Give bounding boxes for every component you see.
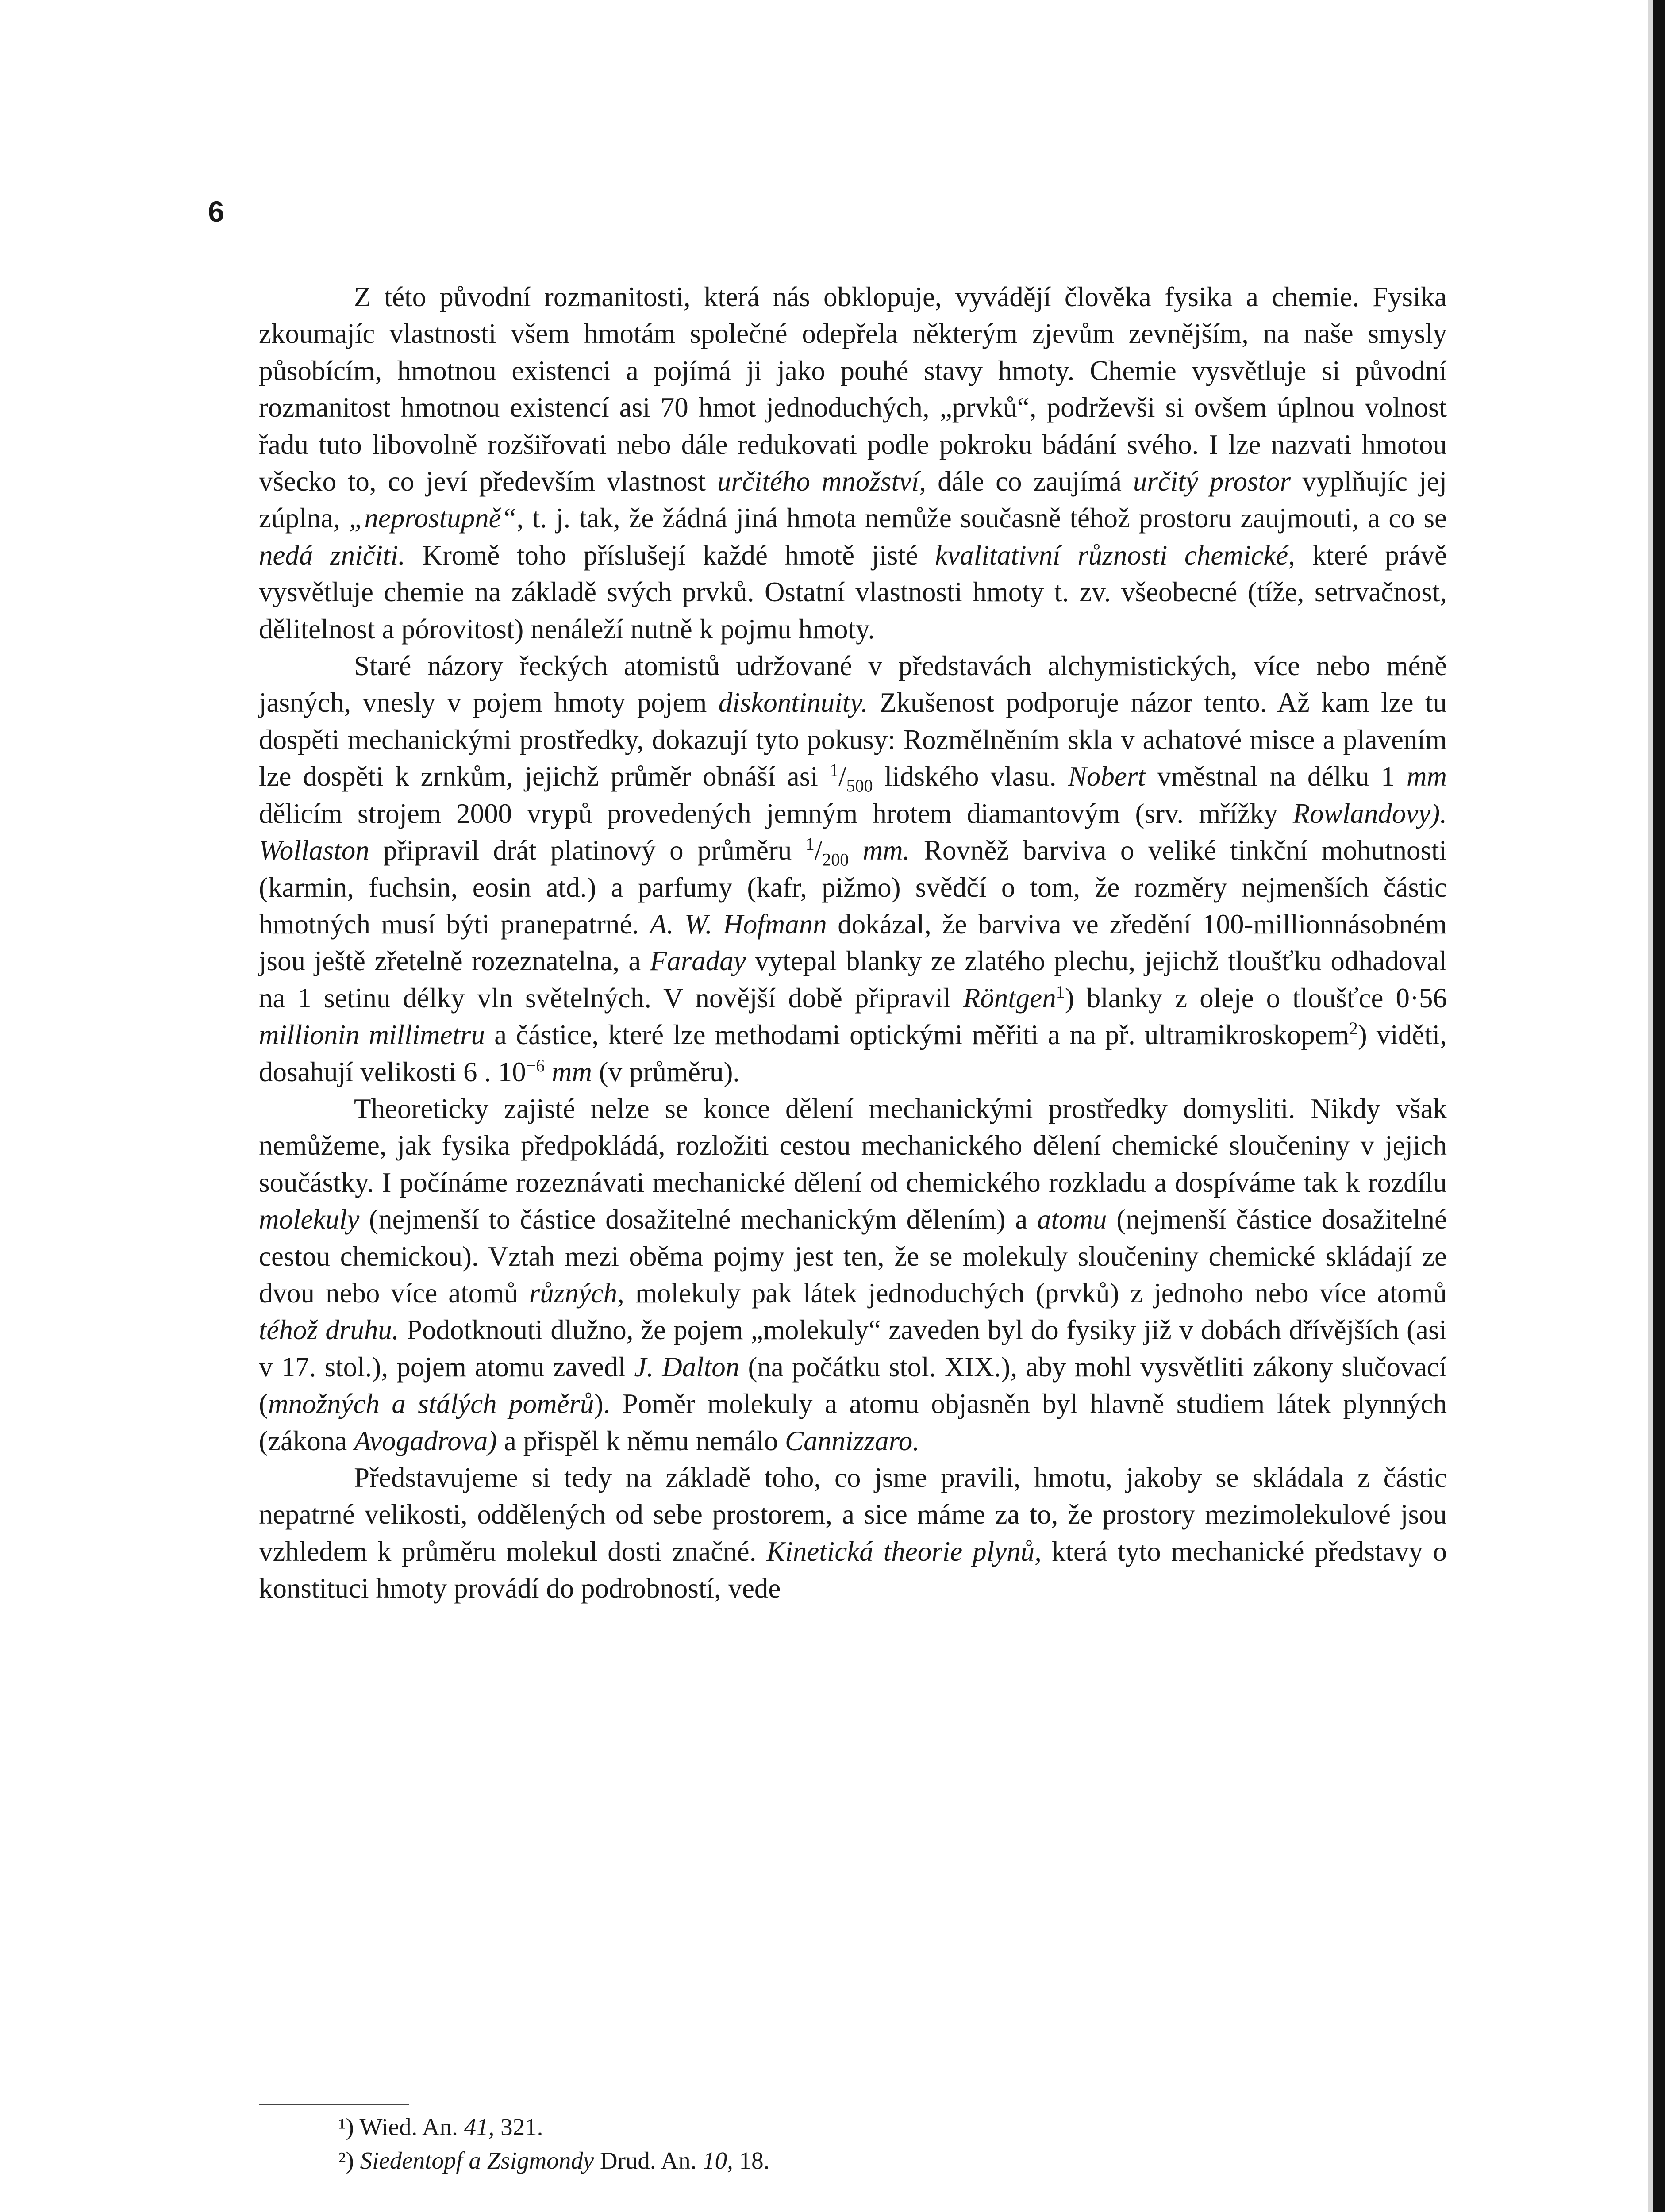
page-edge bbox=[1653, 0, 1665, 2212]
page-edge-shadow bbox=[1648, 0, 1653, 2212]
subscript-run: 200 bbox=[822, 849, 849, 870]
text-run: vměstnal na délku 1 bbox=[1145, 761, 1407, 792]
text-run: Drud. An. bbox=[594, 2147, 703, 2174]
italic-run: Kinetická theorie plynů, bbox=[766, 1536, 1042, 1567]
text-run: a přispěl k němu nemálo bbox=[497, 1425, 785, 1456]
text-run: vytepal blanky ze zlatého plechu, jejichž tloušťku odhadoval na 1 setinu délky vln světelných. V novější době připravil bbox=[259, 945, 1447, 1014]
text-run bbox=[545, 1056, 552, 1087]
italic-run: mm. bbox=[862, 835, 910, 866]
italic-run: Avogadrova) bbox=[354, 1425, 497, 1456]
italic-run: mm bbox=[1407, 761, 1447, 792]
text-run: ). Poměr molekuly a atomu objasněn byl hlavně studiem látek plynných (zákona bbox=[259, 1388, 1447, 1456]
text-run: / bbox=[814, 835, 823, 866]
italic-run: určitý prostor bbox=[1133, 466, 1291, 497]
text-run: Theoreticky zajisté nelze se konce dělení mechanickými prostředky domysliti. Nikdy však nemůžeme, jak fysika předpokládá, rozložiti cestou mechanického dělení chemické sloučeniny v jejich součástky. I počínáme rozeznávati mechanické dělení od chemického rozkladu a dospíváme tak k rozdílu bbox=[259, 1093, 1447, 1198]
text-run: (na počátku stol. XIX.), aby mohl vysvětliti zákony slučovací ( bbox=[259, 1351, 1447, 1420]
text-run: (v průměru). bbox=[592, 1056, 740, 1087]
superscript-run: 1 bbox=[1056, 981, 1065, 1002]
text-run: Představujeme si tedy na základě toho, co jsme pravili, hmotu, jakoby se skládala z částic nepatrné velikosti, oddělených od sebe prostorem, a sice máme za to, že prostory mezimolekulové jsou vzhledem k průměru molekul dosti značné. bbox=[259, 1462, 1447, 1567]
italic-run: určitého množství, bbox=[717, 466, 927, 497]
paragraph bbox=[259, 1459, 1447, 1607]
text-run: / bbox=[838, 761, 846, 792]
subscript-run: 500 bbox=[846, 776, 873, 796]
text-run: které právě vysvětluje chemie na základě svých prvků. Ostatní vlastnosti hmoty t. zv. všeobecné (tíže, setrvačnost, dělitelnost a pórovitost) nenáleží nutně k pojmu hmoty. bbox=[259, 539, 1447, 645]
superscript-run: 1 bbox=[830, 760, 839, 780]
footnote bbox=[338, 2110, 1312, 2144]
italic-run: molekuly bbox=[259, 1204, 360, 1235]
footnotes bbox=[338, 2110, 1312, 2177]
text-run: lidského vlasu. bbox=[873, 761, 1068, 792]
italic-run: různých, bbox=[529, 1277, 624, 1309]
page-number: 6 bbox=[208, 195, 224, 228]
paragraph bbox=[259, 279, 1447, 648]
italic-run: J. Dalton bbox=[634, 1351, 740, 1382]
superscript-run: 1 bbox=[805, 834, 815, 854]
body-text bbox=[259, 279, 1447, 1607]
text-run: Kromě toho příslušejí každé hmotě jisté bbox=[405, 539, 935, 571]
italic-run: množných a stálých poměrů bbox=[268, 1388, 594, 1420]
italic-run: Röntgen bbox=[963, 982, 1056, 1014]
italic-run: atomu bbox=[1037, 1204, 1107, 1235]
superscript-run: −6 bbox=[526, 1055, 545, 1075]
text-run: Zkušenost podporuje názor tento. Až kam lze tu dospěti mechanickými prostředky, dokazují tyto pokusy: Rozmělněním skla v achatové misce a plavením lze dospěti k zrnkům, jejichž průměr obnáší asi bbox=[259, 687, 1447, 792]
text-run: Podotknouti dlužno, že pojem „molekuly“ zaveden byl do fysiky již v dobách dřívějších (asi v 17. stol.), pojem atomu zavedl bbox=[259, 1314, 1447, 1382]
italic-run: A. W. Hofmann bbox=[650, 908, 827, 940]
italic-run: „neprostupně“ bbox=[349, 503, 517, 534]
italic-run: Wollaston bbox=[259, 835, 369, 866]
text-run: dále co zaujímá bbox=[926, 466, 1133, 497]
text-run: dokázal, že barviva ve zředění 100-millionnásobném jsou ještě zřetelně rozeznatelna, a bbox=[259, 908, 1447, 977]
superscript-run: 2 bbox=[1349, 1018, 1358, 1039]
text-run: ) blanky z oleje o tloušťce 0·56 bbox=[1065, 982, 1447, 1014]
italic-run: 10, bbox=[703, 2147, 733, 2174]
text-run: ) viděti, dosahují velikosti 6 . 10 bbox=[259, 1019, 1447, 1087]
italic-run: Faraday bbox=[650, 945, 746, 977]
text-run bbox=[849, 835, 862, 866]
italic-run: Siedentopf a Zsigmondy bbox=[360, 2147, 594, 2174]
italic-run: millionin millimetru bbox=[259, 1019, 485, 1051]
text-run: 321. bbox=[494, 2113, 543, 2140]
text-run: Z této původní rozmanitosti, která nás obklopuje, vyvádějí člověka fysika a chemie. Fysika zkoumajíc vlastnosti všem hmotám společné odepřela některým zjevům zevnějším, na naše smysly působícím, hmotnou existenci a pojímá ji jako pouhé stavy hmoty. Chemie vysvětluje si původní rozmanitost hmotnou existencí asi 70 hmot jednoduchých, „prvků“, podrževši si ovšem úplnou volnost řadu tuto libovolně rozšiřovati nebo dále redukovati podle pokroku bádání svého. I lze nazvati hmotou všecko to, co jeví především vlastnost bbox=[259, 281, 1447, 497]
paragraph bbox=[259, 1091, 1447, 1459]
paragraph bbox=[259, 648, 1447, 1091]
italic-run: Nobert bbox=[1068, 761, 1146, 792]
text-run: vyplňujíc jej zúplna, bbox=[259, 466, 1447, 534]
text-run: molekuly pak látek jednoduchých (prvků) z jednoho nebo více atomů bbox=[624, 1277, 1447, 1309]
text-run: připravil drát platinový o průměru bbox=[369, 835, 806, 866]
italic-run: nedá zničiti. bbox=[259, 539, 405, 571]
text-run: která tyto mechanické představy o konstituci hmoty provádí do podrobností, vede bbox=[259, 1536, 1447, 1604]
italic-run: diskontinuity. bbox=[718, 687, 868, 718]
text-run: (nejmenší částice dosažitelné cestou chemickou). Vztah mezi oběma pojmy jest ten, že se molekuly sloučeniny chemické skládají ze dvou nebo více atomů bbox=[259, 1204, 1447, 1309]
text-run: ¹) Wied. An. bbox=[338, 2113, 464, 2140]
italic-run: téhož druhu. bbox=[259, 1314, 399, 1346]
text-run: (nejmenší to částice dosažitelné mechanickým dělením) a bbox=[359, 1204, 1037, 1235]
text-run: , t. j. tak, že žádná jiná hmota nemůže současně téhož prostoru zaujmouti, a co se bbox=[516, 503, 1447, 534]
italic-run: 41, bbox=[464, 2113, 495, 2140]
text-run: a částice, které lze methodami optickými měřiti a na př. ultramikroskopem bbox=[485, 1019, 1349, 1051]
italic-run: Cannizzaro. bbox=[785, 1425, 920, 1456]
italic-run: kvalitativní různosti chemické, bbox=[935, 539, 1296, 571]
text-run: dělicím strojem 2000 vrypů provedených jemným hrotem diamantovým (srv. mřížky bbox=[259, 798, 1293, 829]
italic-run: Rowlandovy). bbox=[1292, 798, 1447, 829]
footnote bbox=[338, 2144, 1312, 2177]
text-run: Staré názory řeckých atomistů udržované v představách alchymistických, více nebo méně jasných, vnesly v pojem hmoty pojem bbox=[259, 650, 1447, 718]
text-run: Rovněž barviva o veliké tinkční mohutnosti (karmin, fuchsin, eosin atd.) a parfumy (kafr, pižmo) svědčí o tom, že rozměry nejmenších částic hmotných musí býti pranepatrné. bbox=[259, 835, 1447, 940]
text-run: 18. bbox=[733, 2147, 770, 2174]
text-run: ²) bbox=[338, 2147, 360, 2174]
footnote-divider bbox=[259, 2104, 409, 2105]
italic-run: mm bbox=[552, 1056, 592, 1087]
